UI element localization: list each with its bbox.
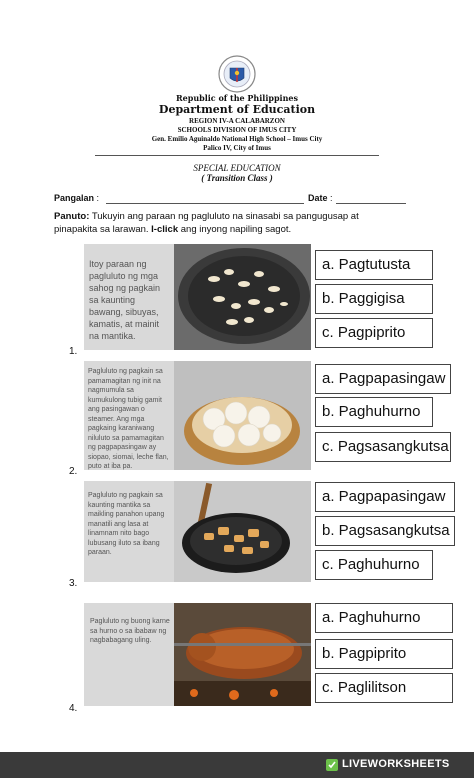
item-1-choice-c[interactable]: c. Pagpiprito: [315, 318, 433, 348]
item-4-image: [84, 603, 311, 706]
liveworksheets-brand[interactable]: LIVEWORKSHEETS: [342, 758, 450, 770]
name-label: Pangalan :: [54, 193, 100, 203]
subject-subtitle: ( Transition Class ): [201, 173, 273, 183]
item-2-image: [84, 361, 311, 470]
item-4-description: Pagluluto ng buong karne sa hurno o sa ibabaw ng nagbabagang uling.: [90, 618, 170, 644]
item-1-image: [84, 244, 311, 350]
item-2-choice-c[interactable]: c. Pagsasangkutsa: [315, 432, 451, 462]
item-1-number: 1.: [69, 346, 78, 357]
item-4-choice-c[interactable]: c. Paglilitson: [315, 673, 453, 703]
date-label: Date :: [308, 193, 333, 203]
footer-bar: [0, 752, 474, 778]
item-1-choice-b[interactable]: b. Paggigisa: [315, 284, 433, 314]
item-3-image: [84, 481, 311, 582]
frying-pan-garlic-icon: [174, 244, 311, 350]
item-3-description: Pagluluto ng pagkain sa kaunting mantika sa maikling panahon upang manatili ang lasa at linamnam nito bago lubusang iluto sa ibang paraan.: [88, 492, 165, 556]
deped-seal-icon: [213, 54, 261, 94]
pan-saute-icon: [174, 481, 311, 582]
item-2-choice-b[interactable]: b. Paghuhurno: [315, 397, 433, 427]
department-title: Department of Education: [158, 103, 316, 116]
steamed-siopao-icon: [174, 361, 311, 470]
school-address: Palico IV, City of Imus: [203, 144, 271, 152]
item-3-choice-c[interactable]: c. Paghuhurno: [315, 550, 433, 580]
name-field[interactable]: [106, 203, 304, 204]
item-4-choice-a[interactable]: a. Paghuhurno: [315, 603, 453, 633]
republic-label: Republic of the Philippines: [175, 93, 298, 103]
item-1-choice-a[interactable]: a. Pagtutusta: [315, 250, 433, 280]
division-label: SCHOOLS DIVISION OF IMUS CITY: [177, 126, 297, 134]
instructions: Panuto: Tukuyin ang paraan ng pagluluto na sinasabi sa pangugusap at pinapakita sa larawan. I-click ang inyong napiling sagot.: [54, 211, 359, 235]
item-4-choice-b[interactable]: b. Pagpiprito: [315, 639, 453, 669]
item-4-number: 4.: [69, 703, 78, 714]
subject-title: SPECIAL EDUCATION: [193, 163, 281, 173]
item-2-choice-a[interactable]: a. Pagpapasingaw: [315, 364, 451, 394]
item-3-choice-b[interactable]: b. Pagsasangkutsa: [315, 516, 455, 546]
school-name: Gen. Emilio Aguinaldo National High School – Imus City: [151, 135, 323, 143]
lechon-roast-icon: [174, 603, 311, 706]
item-2-description: Pagluluto ng pagkain sa pamamagitan ng init na nagmumula sa kumukulong tubig gamit ang pasingawan o steamer. Ang mga pagkaing karaniwang niluluto sa pamamagitan ng pagpapasingaw ay siopao, siomai, leche flan, puto at iba pa.: [88, 368, 169, 470]
header-divider: [95, 155, 379, 156]
date-field[interactable]: [336, 203, 406, 204]
region-label: REGION IV-A CALABARZON: [189, 117, 285, 125]
item-2-number: 2.: [69, 466, 78, 477]
item-3-number: 3.: [69, 578, 78, 589]
item-3-choice-a[interactable]: a. Pagpapasingaw: [315, 482, 455, 512]
item-1-description: Itoy paraan ng pagluluto ng mga sahog ng pagkain sa kaunting bawang, sibuyas, kamatis, at mainit na mantika.: [89, 259, 161, 341]
liveworksheets-logo-icon: [325, 758, 339, 772]
